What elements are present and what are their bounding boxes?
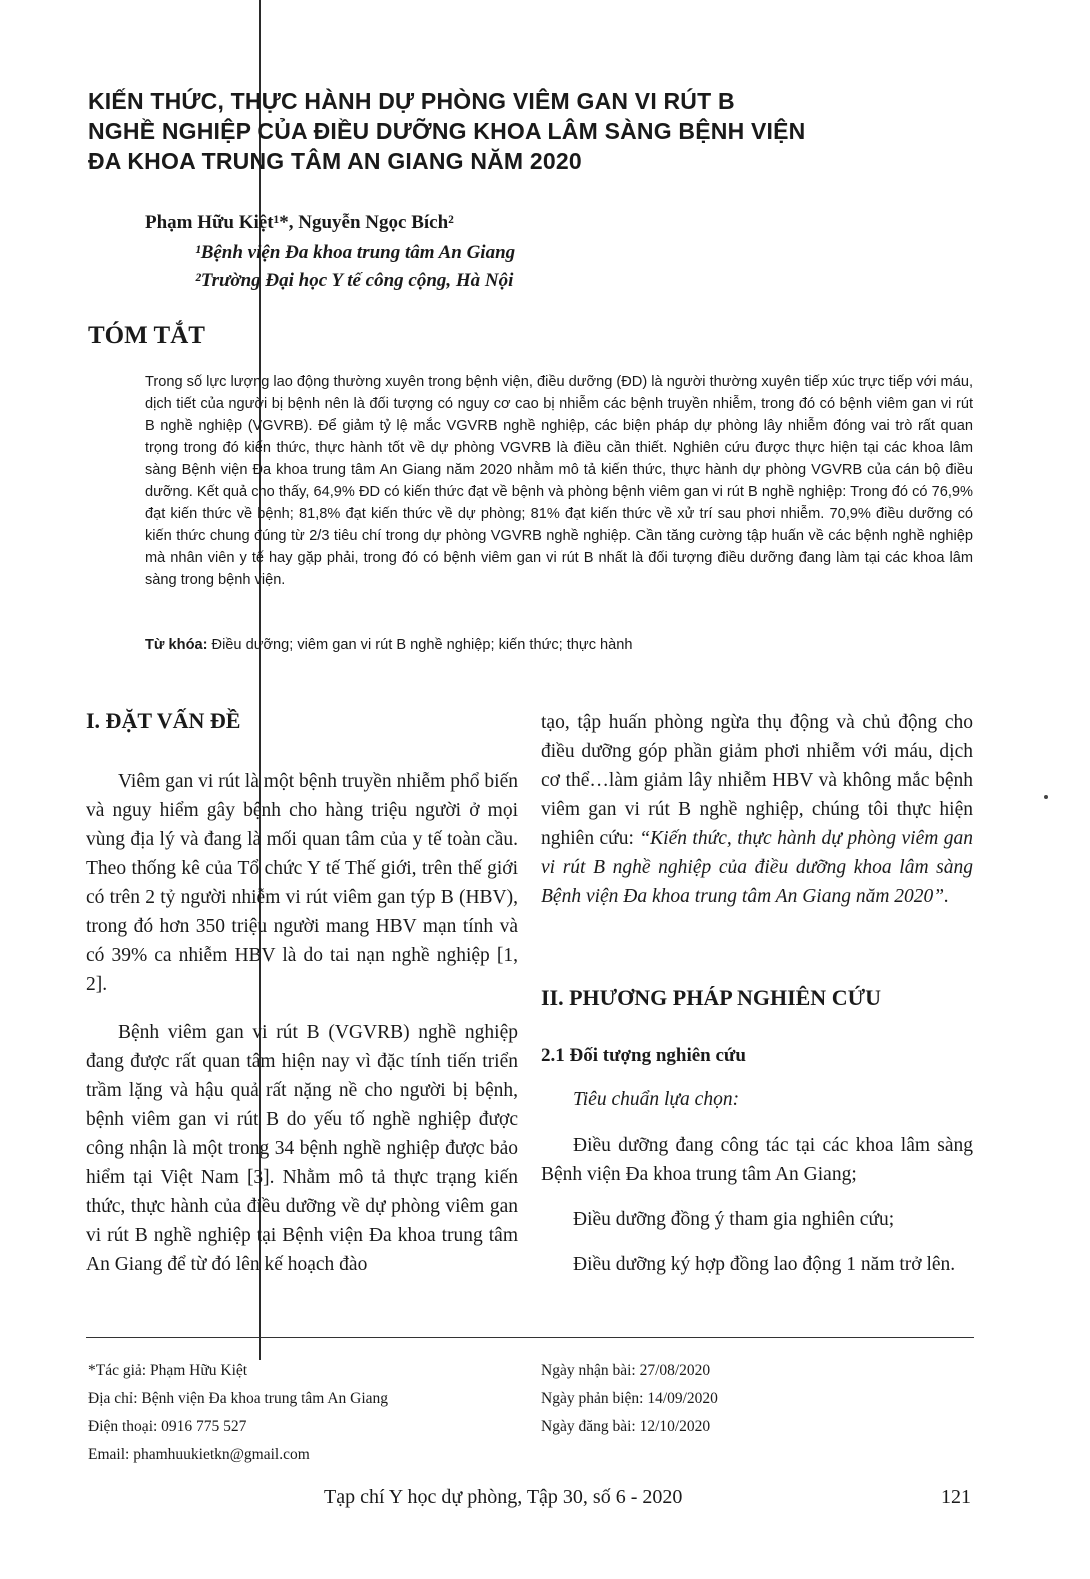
section-1-heading: I. ĐẶT VẤN ĐỀ	[86, 708, 241, 733]
scan-speck	[1044, 795, 1048, 799]
corresponding-author-info	[88, 1357, 388, 1469]
footnote-email: Email: phamhuukietkn@gmail.com	[88, 1446, 310, 1463]
keywords	[145, 637, 973, 653]
date-reviewed: Ngày phản biện: 14/09/2020	[541, 1390, 718, 1407]
page-number: 121	[941, 1486, 971, 1508]
section-1-paragraph-1: Viêm gan vi rút là một bệnh truyền nhiễm phổ biến và nguy hiểm gây bệnh cho hàng triệu người ở mọi vùng địa lý và đang là mối quan tâm của y tế toàn cầu. Theo thống kê của Tổ chức Y tế Thế giới, trên thế giới có trên 2 tỷ người nhiễm vi rút viêm gan týp B (HBV), trong đó hơn 350 triệu người mang HBV mạn tính và có 39% ca nhiễm HBV là do tai nạn nghề nghiệp [1, 2].	[86, 771, 518, 995]
abstract-text: Trong số lực lượng lao động thường xuyên trong bệnh viện, điều dưỡng (ĐD) là người thường xuyên tiếp xúc trực tiếp với máu, dịch tiết của người bị bệnh nên là đối tượng có nguy cơ cao bị nhiễm các bệnh truyền nhiễm, trong đó có bệnh viêm gan vi rút B nghề nghiệp (VGVRB). Để giảm tỷ lệ mắc VGVRB nghề nghiệp, các biện pháp dự phòng lây nhiễm đóng vai trò rất quan trọng trong đó kiến thức, thực hành tốt về dự phòng VGVRB là điều cần thiết. Nghiên cứu được thực hiện tại các khoa lâm sàng Bệnh viện Đa khoa trung tâm An Giang năm 2020 nhằm mô tả kiến thức, thực hành dự phòng VGVRB của cán bộ điều dưỡng. Kết quả cho thấy, 64,9% ĐD có kiến thức đạt về bệnh và phòng bệnh viêm gan vi rút B nghề nghiệp: Trong đó có 76,9% đạt kiến thức về bệnh; 81,8% đạt kiến thức về dự phòng; 81% đạt kiến thức về xử trí sau phơi nhiễm. 70,9% điều dưỡng có kiến thức chung đúng từ 2/3 tiêu chí trong dự phòng VGVRB nghề nghiệp. Cần tăng cường tập huấn về các bệnh nghề nghiệp mà nhân viên y tế hay gặp phải, trong đó có bệnh viêm gan vi rút B nhất là đối tượng điều dưỡng đang làm tại các khoa lâm sàng trong bệnh viện.	[145, 374, 973, 588]
affiliation-1: ¹Bệnh viện Đa khoa trung tâm An Giang	[195, 242, 516, 263]
date-received: Ngày nhận bài: 27/08/2020	[541, 1362, 711, 1379]
keywords-text: Điều dưỡng; viêm gan vi rút B nghề nghiệp; kiến thức; thực hành	[207, 637, 633, 653]
subsection-2-1-heading: 2.1 Đối tượng nghiên cứu	[541, 1045, 746, 1066]
section-2-heading: II. PHƯƠNG PHÁP NGHIÊN CỨU	[541, 985, 881, 1010]
date-published: Ngày đăng bài: 12/10/2020	[541, 1418, 711, 1435]
section-1-paragraph-continued	[541, 708, 973, 911]
continued-text: tạo, tập huấn phòng ngừa thụ động và chủ động cho điều dưỡng góp phần giảm phơi nhiễm với máu, dịch cơ thể…làm giảm lây nhiễm HBV và không mắc bệnh viêm gan vi rút B nghề nghiệp, chúng tôi thực hiện nghiên cứu:	[541, 712, 973, 849]
footnote-address: Địa chỉ: Bệnh viện Đa khoa trung tâm An Giang	[88, 1390, 389, 1407]
footnote-phone: Điện thoại: 0916 775 527	[88, 1418, 247, 1435]
keywords-label: Từ khóa:	[145, 637, 208, 653]
criteria-label: Tiêu chuẩn lựa chọn:	[573, 1089, 740, 1110]
footnote-author: *Tác giả: Phạm Hữu Kiệt	[88, 1362, 248, 1379]
article-dates	[541, 1357, 718, 1441]
title-line-3: ĐA KHOA TRUNG TÂM AN GIANG NĂM 2020	[88, 148, 582, 174]
abstract-heading: TÓM TẮT	[88, 322, 205, 349]
criteria-item-2: Điều dưỡng đồng ý tham gia nghiên cứu;	[573, 1209, 895, 1230]
footnote-divider	[86, 1337, 974, 1338]
journal-footer: Tạp chí Y học dự phòng, Tập 30, số 6 - 2020	[324, 1486, 683, 1508]
title-line-2: NGHỀ NGHIỆP CỦA ĐIỀU DƯỠNG KHOA LÂM SÀNG BỆNH VIỆN	[88, 118, 806, 144]
article-title	[88, 86, 988, 176]
criteria-item-1: Điều dưỡng đang công tác tại các khoa lâm sàng Bệnh viện Đa khoa trung tâm An Giang;	[541, 1135, 973, 1185]
study-title-quote: “Kiến thức, thực hành dự phòng viêm gan vi rút B nghề nghiệp của điều dưỡng khoa lâm sàng Bệnh viện Đa khoa trung tâm An Giang năm 2020”.	[541, 828, 973, 907]
title-line-1: KIẾN THỨC, THỰC HÀNH DỰ PHÒNG VIÊM GAN VI RÚT B	[88, 88, 735, 114]
affiliation-2: ²Trường Đại học Y tế công cộng, Hà Nội	[195, 270, 514, 291]
section-1-paragraph-2: Bệnh viêm gan vi rút B (VGVRB) nghề nghiệp đang được rất quan tâm hiện nay vì đặc tính tiến triển trầm lặng và hậu quả rất nặng nề cho người bị bệnh, bệnh viêm gan vi rút B do yếu tố nghề nghiệp được công nhận là một trong 34 bệnh nghề nghiệp được bảo hiểm tại Việt Nam [3]. Nhằm mô tả thực trạng kiến thức, thực hành của điều dưỡng về dự phòng viêm gan vi rút B nghề nghiệp tại Bệnh viện Đa khoa trung tâm An Giang để từ đó lên kế hoạch đào	[86, 1022, 518, 1275]
author-list: Phạm Hữu Kiệt¹*, Nguyễn Ngọc Bích²	[145, 212, 454, 233]
criteria-item-3: Điều dưỡng ký hợp đồng lao động 1 năm trở lên.	[573, 1254, 956, 1275]
